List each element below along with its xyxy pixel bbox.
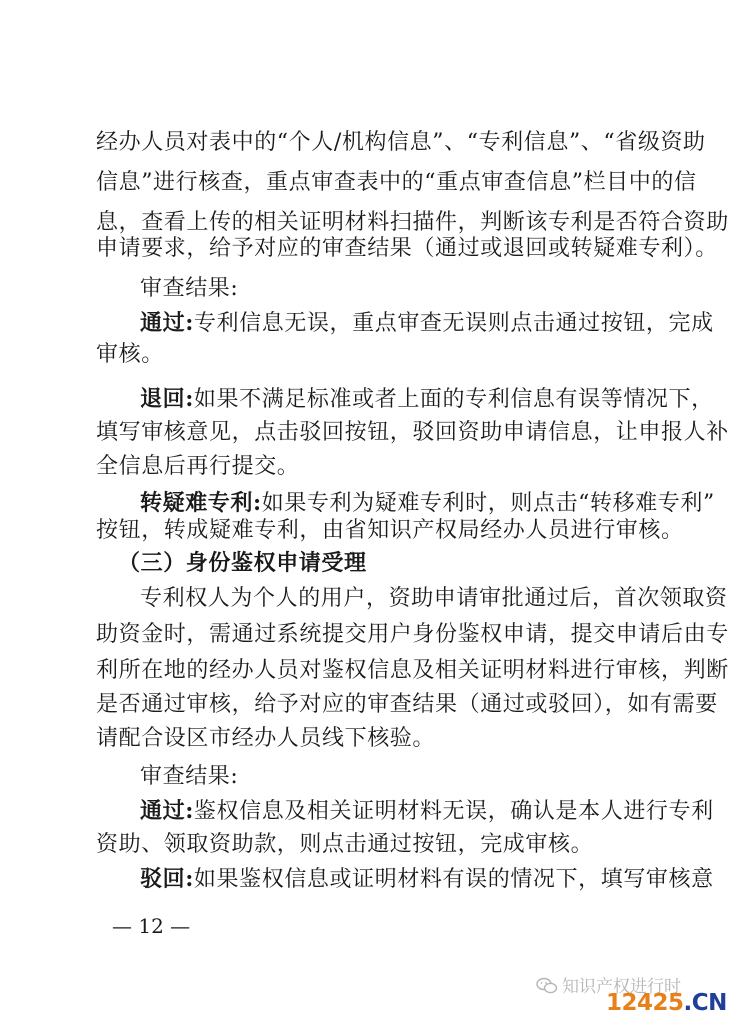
site-logo	[606, 990, 727, 1016]
text-line: 资助、领取资助款，则点击通过按钮，完成审核。	[96, 832, 594, 857]
paragraph-pass	[140, 308, 714, 339]
page-number: — 12 —	[112, 914, 191, 938]
label-return: 退回:	[140, 386, 194, 412]
wechat-icon	[536, 977, 558, 995]
text-line: 申请要求，给予对应的审查结果（通过或退回或转疑难专利）。	[96, 236, 718, 261]
label-pass: 通过:	[140, 798, 194, 824]
text-line: 息，查看上传的相关证明材料扫描件，判断该专利是否符合资助	[96, 210, 729, 235]
text-segment: 如果不满足标准或者上面的专利信息有误等情况下，	[193, 387, 714, 412]
text-line: 请配合设区市经办人员线下核验。	[96, 726, 436, 751]
label-difficult: 转疑难专利:	[140, 490, 262, 516]
label-pass: 通过:	[140, 310, 194, 336]
paragraph-reject	[140, 864, 714, 895]
text-segment: 如果鉴权信息或证明材料有误的情况下，填写审核意	[193, 867, 714, 892]
section-label: 审查结果:	[140, 764, 239, 789]
paragraph-difficult	[140, 488, 715, 519]
text-line: 全信息后再行提交。	[96, 454, 300, 479]
text-segment: 如果专利为疑难专利时，则点击“转移难专利”	[261, 491, 715, 516]
text-line: 助资金时，需通过系统提交用户身份鉴权申请，提交申请后由专	[96, 622, 729, 647]
text-line: 信息”进行核查，重点审查表中的“重点审查信息”栏目中的信	[96, 170, 697, 195]
text-line: 专利权人为个人的用户，资助申请审批通过后，首次领取资	[140, 586, 728, 611]
text-line: 审核。	[96, 342, 164, 367]
paragraph-return	[140, 384, 714, 415]
text-line: 填写审核意见，点击驳回按钮，驳回资助申请信息，让申报人补	[96, 420, 729, 445]
logo-number: 12425	[606, 990, 684, 1016]
logo-suffix: .CN	[683, 990, 727, 1016]
watermark-text: 知识产权进行时	[562, 977, 681, 997]
paragraph-pass	[140, 796, 714, 827]
text-segment: 专利信息无误，重点审查无误则点击通过按钮，完成	[193, 311, 714, 336]
section-heading: （三）身份鉴权申请受理	[118, 550, 367, 576]
text-line: 利所在地的经办人员对鉴权信息及相关证明材料进行审核，判断	[96, 658, 729, 683]
label-reject: 驳回:	[140, 866, 194, 892]
text-segment: 鉴权信息及相关证明材料无误，确认是本人进行专利	[193, 799, 714, 824]
text-line: 经办人员对表中的“个人/机构信息”、“专利信息”、“省级资助	[96, 130, 706, 155]
section-label: 审查结果:	[140, 276, 239, 301]
text-line: 是否通过审核，给予对应的审查结果（通过或驳回），如有需要	[96, 692, 718, 717]
text-line: 按钮，转成疑难专利，由省知识产权局经办人员进行审核。	[96, 518, 684, 543]
